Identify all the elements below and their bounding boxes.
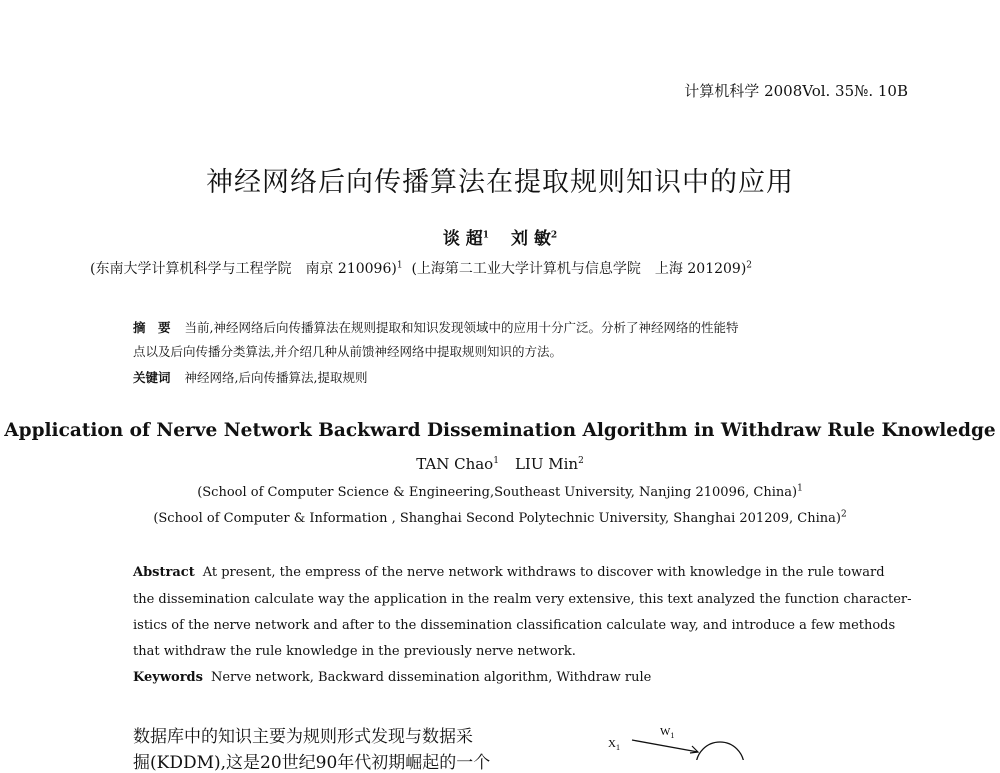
affiliation-2-sup: 2 bbox=[746, 260, 753, 271]
paper-title-cn: 神经网络后向传播算法在提取规则知识中的应用 bbox=[206, 167, 794, 198]
author-name: LIU Min bbox=[514, 455, 579, 473]
author-name: 刘 敏 bbox=[511, 229, 551, 249]
input-arrow bbox=[632, 740, 698, 752]
neuron-circle bbox=[696, 742, 744, 760]
author-sup: 1 bbox=[493, 456, 499, 466]
author-sup: 2 bbox=[550, 230, 558, 241]
keywords-en-text: Nerve network, Backward dissemination algorithm, Withdraw rule bbox=[210, 670, 652, 685]
keywords-cn-label: 关键词 bbox=[133, 370, 171, 385]
author-name: TAN Chao bbox=[416, 455, 494, 473]
keywords-en-label: Keywords bbox=[133, 670, 203, 685]
weight-label: $W_1$ bbox=[660, 726, 675, 740]
abstract-en-text: At present, the empress of the nerve network withdraws to discover with knowledge in the rule toward bbox=[202, 565, 885, 580]
input-label: $X_1$ bbox=[608, 738, 620, 752]
keywords-cn bbox=[133, 368, 367, 386]
abstract-cn-line bbox=[133, 318, 739, 336]
author-name: 谈 超 bbox=[442, 229, 483, 249]
journal-header: 计算机科学 2008Vol. 35№. 10B bbox=[684, 82, 908, 100]
abstract-cn-label: 摘 要 bbox=[133, 320, 171, 335]
authors-cn bbox=[0, 224, 1000, 249]
body-text-line: 数据库中的知识主要为规则形式发现与数据采 bbox=[133, 727, 473, 747]
affiliation-2: (上海第二工业大学计算机与信息学院 上海 201209) bbox=[411, 261, 747, 277]
affiliation-text: (School of Computer & Information , Shanghai Second Polytechnic University, Shanghai 201209, China) bbox=[153, 511, 841, 526]
affiliation-sup: 1 bbox=[797, 483, 803, 494]
keywords-cn-text: 神经网络,后向传播算法,提取规则 bbox=[184, 370, 368, 385]
author-sup: 1 bbox=[482, 230, 489, 241]
affiliation-en-1 bbox=[0, 485, 1000, 500]
abstract-en-line bbox=[133, 565, 885, 580]
affiliation-sup: 2 bbox=[840, 509, 847, 520]
abstract-cn-line: 点以及后向传播分类算法,并介绍几种从前馈神经网络中提取规则知识的方法。 bbox=[133, 344, 562, 359]
affiliation-1-sup: 1 bbox=[396, 260, 403, 271]
affiliation-en-2 bbox=[0, 511, 1000, 526]
keywords-en bbox=[133, 670, 651, 685]
author-sup: 2 bbox=[578, 456, 584, 466]
abstract-en-line: istics of the nerve network and after to the dissemination classification calculate way, and introduce a few methods bbox=[133, 618, 896, 633]
abstract-en-line: that withdraw the rule knowledge in the previously nerve network. bbox=[133, 644, 576, 659]
authors-en bbox=[0, 455, 1000, 473]
abstract-en-line: the dissemination calculate way the application in the realm very extensive, this text analyzed the function character- bbox=[133, 592, 912, 607]
affiliations-cn bbox=[90, 258, 752, 278]
abstract-en-label: Abstract bbox=[133, 565, 195, 580]
body-text-line: 掘(KDDM),这是20世纪90年代初期崛起的一个 bbox=[133, 753, 491, 773]
neuron-diagram bbox=[600, 722, 780, 760]
affiliation-text: (School of Computer Science & Engineering,Southeast University, Nanjing 210096, China) bbox=[197, 485, 798, 500]
arrow-head bbox=[690, 746, 698, 753]
affiliation-1: (东南大学计算机科学与工程学院 南京 210096) bbox=[90, 261, 397, 277]
abstract-cn-text: 当前,神经网络后向传播算法在规则提取和知识发现领域中的应用十分广泛。分析了神经网络的性能特 bbox=[184, 320, 739, 335]
paper-title-en: Application of Nerve Network Backward Dissemination Algorithm in Withdraw Rule Knowledge bbox=[4, 420, 996, 441]
